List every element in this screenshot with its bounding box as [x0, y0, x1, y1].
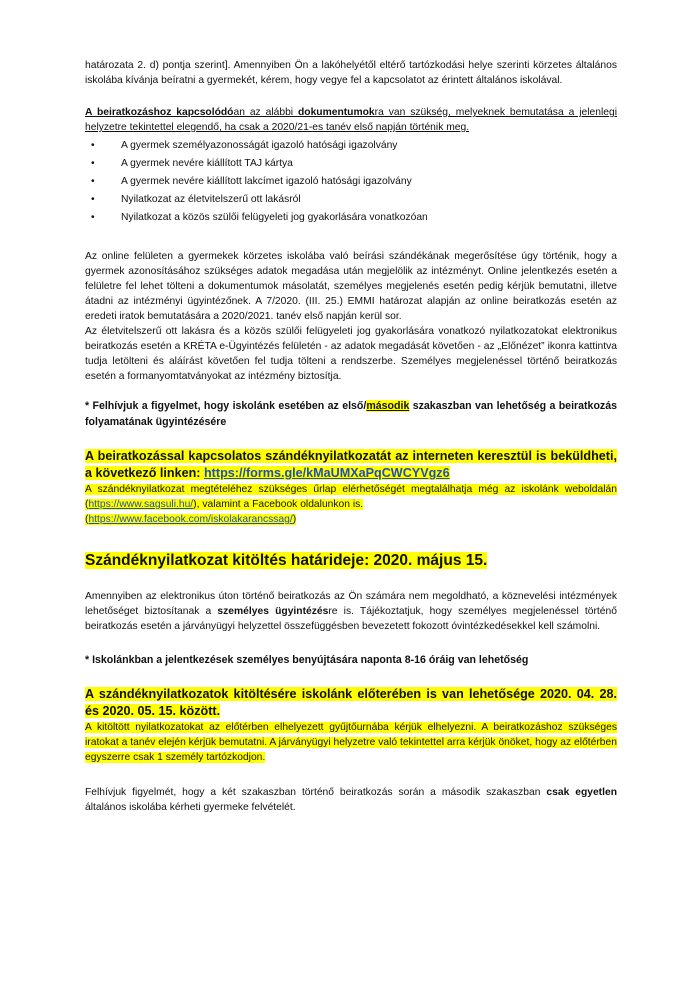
final-text-2: általános iskolába kérheti gyermeke felvételét. — [85, 802, 296, 813]
document-page — [85, 58, 617, 815]
final-text-1: Felhívjuk figyelmét, hogy a két szakaszban történő beiratkozás során a második szakaszban — [85, 787, 547, 798]
list-item-text: Nyilatkozat az életvitelszerű ott lakásról — [121, 194, 301, 205]
lobby-section — [85, 686, 617, 765]
list-item — [85, 157, 617, 171]
online-form-section — [85, 448, 617, 527]
list-item — [85, 175, 617, 189]
facebook-line — [85, 512, 617, 527]
lobby-heading — [85, 686, 617, 720]
documents-intro-bold-1: A beiratkozáshoz kapcsolódó — [85, 107, 234, 118]
bullet-icon: • — [91, 212, 95, 223]
online-form-text-2: ), valamint a Facebook oldalunkon is. — [193, 499, 364, 510]
personal-text-1: Amennyiben az elektronikus úton történő beiratkozás az Ön számára nem megoldható, a köznevelési intézmények lehetőséget biztosítanak a — [85, 591, 617, 617]
facebook-paren-close: ) — [292, 514, 297, 525]
bullet-icon: • — [91, 176, 95, 187]
final-paragraph — [85, 785, 617, 815]
online-form-link[interactable]: https://forms.gle/kMaUMXaPqCWCYVgz6 — [203, 466, 450, 480]
facebook-link[interactable]: https://www.facebook.com/iskolakarancssag/ — [88, 514, 293, 525]
lobby-text — [85, 720, 617, 765]
online-form-heading-text: A beiratkozással kapcsolatos szándéknyilatkozatát az interneten keresztül is beküldheti, a következő linken: — [85, 449, 617, 480]
office-hours-note: * Iskolánkban a jelentkezések személyes benyújtására naponta 8-16 óráig van lehetőség — [85, 654, 529, 666]
stage-note-text-2: szakaszban van lehetőség a beiratkozás folyamatának ügyintézésére — [85, 400, 617, 428]
list-item-text: Nyilatkozat a közös szülői felügyeleti jog gyakorlására vonatkozóan — [121, 212, 428, 223]
list-item — [85, 193, 617, 207]
stage-note-highlight: második — [366, 400, 410, 412]
bullet-icon: • — [91, 194, 95, 205]
intro-paragraph: határozata 2. d) pontja szerint]. Amennyiben Ön a lakóhelyétől eltérő tartózkodási helye szerinti körzetes általános iskolába kívánja beíratni a gyermekét, kérem, hogy vegye fel a kapcsolatot az érintett általános iskolával. — [85, 60, 617, 86]
list-item — [85, 211, 617, 225]
online-procedure-paragraph: Az online felületen a gyermekek körzetes iskolába való beírási szándékának megerősítése úgy történik, hogy a gyermek azonosításához szükséges adatok megadása után megjelölik az intézményt. Online jelentkezés esetén a felületre fel lehet tölteni a dokumentumok másolatát, személyes megjelenés esetén pedig kérjük bemutatni, illetve átadni az intézményi ügyintézőnek. A 7/2020. (III. 25.) EMMI határozat alapján az online beiratkozás esetén az eredeti iratok bemutatására a 2020/2021. tanév első napján kerül sor. — [85, 251, 617, 322]
documents-intro-text-2: ra van szükség, melyeknek bemutatása a jelenlegi helyzetre tekintettel elegendő, ha csak a 2020/21-es tanév első napján történik meg. — [85, 107, 617, 133]
documents-intro — [85, 105, 617, 135]
deadline-title — [85, 551, 617, 571]
final-text-bold: csak egyetlen — [546, 787, 617, 798]
stage-note — [85, 398, 617, 430]
stage-note-text-1: * Felhívjuk a figyelmet, hogy iskolánk esetében az első/ — [85, 400, 367, 412]
personal-paragraph — [85, 589, 617, 634]
lobby-heading-text: A szándéknyilatkozatok kitöltésére iskolánk előterében is van lehetősége 2020. 04. 28. és 2020. 05. 15. között. — [85, 687, 617, 718]
bullet-icon: • — [91, 140, 95, 151]
kreta-paragraph: Az életvitelszerű ott lakásra és a közös szülői felügyeleti jog gyakorlására vonatkozó nyilatkozatokat elektronikus beiratkozás esetén a KRÉTA e-Ügyintézés felületén - az adatok megadását követően - az „Előnézet” ikonra kattintva tudja letölteni és aláírást követően fel tudja tölteni a rendszerbe. Személyes megjelenéssel történő beiratkozás esetén a formanyomtatványokat az intézmény biztosítja. — [85, 326, 617, 382]
documents-list — [85, 139, 617, 225]
personal-text-bold: személyes ügyintézés — [217, 606, 329, 617]
facebook-paren-open: ( — [85, 514, 89, 525]
list-item-text: A gyermek nevére kiállított TAJ kártya — [121, 158, 293, 169]
online-form-text — [85, 482, 617, 512]
documents-intro-bold-2: dokumentumok — [297, 107, 375, 118]
online-form-heading — [85, 448, 617, 482]
school-website-link[interactable]: https://www.sagsuli.hu/ — [88, 499, 194, 510]
online-form-text-1: A szándéknyilatkozat megtételéhez szükséges űrlap elérhetőségét megtalálhatja még az iskolánk weboldalán ( — [85, 484, 617, 510]
deadline-title-text: Szándéknyilatkozat kitöltés határideje: 2020. május 15. — [85, 552, 488, 569]
documents-intro-text-1: an az alábbi — [233, 107, 298, 118]
list-item-text: A gyermek személyazonosságát igazoló hatósági igazolvány — [121, 140, 398, 151]
list-item-text: A gyermek nevére kiállított lakcímet igazoló hatósági igazolvány — [121, 176, 412, 187]
lobby-text-body: A kitöltött nyilatkozatokat az előtérben elhelyezett gyűjtőurnába kérjük elhelyezni. A beiratkozáshoz szükséges iratokat a tanév elején kérjük bemutatni. A járványügyi helyzetre való tekintettel arra kérjük önöket, hogy az előtérben egyszerre csak 1 személy tartózkodjon. — [85, 722, 617, 763]
bullet-icon: • — [91, 158, 95, 169]
personal-text-2: re is. Tájékoztatjuk, hogy személyes megjelenéssel történő beiratkozás esetén a járványügyi helyzettel összefüggésben bevezetett fokozott óvintézkedésekkel kell számolni. — [85, 606, 617, 632]
list-item — [85, 139, 617, 153]
